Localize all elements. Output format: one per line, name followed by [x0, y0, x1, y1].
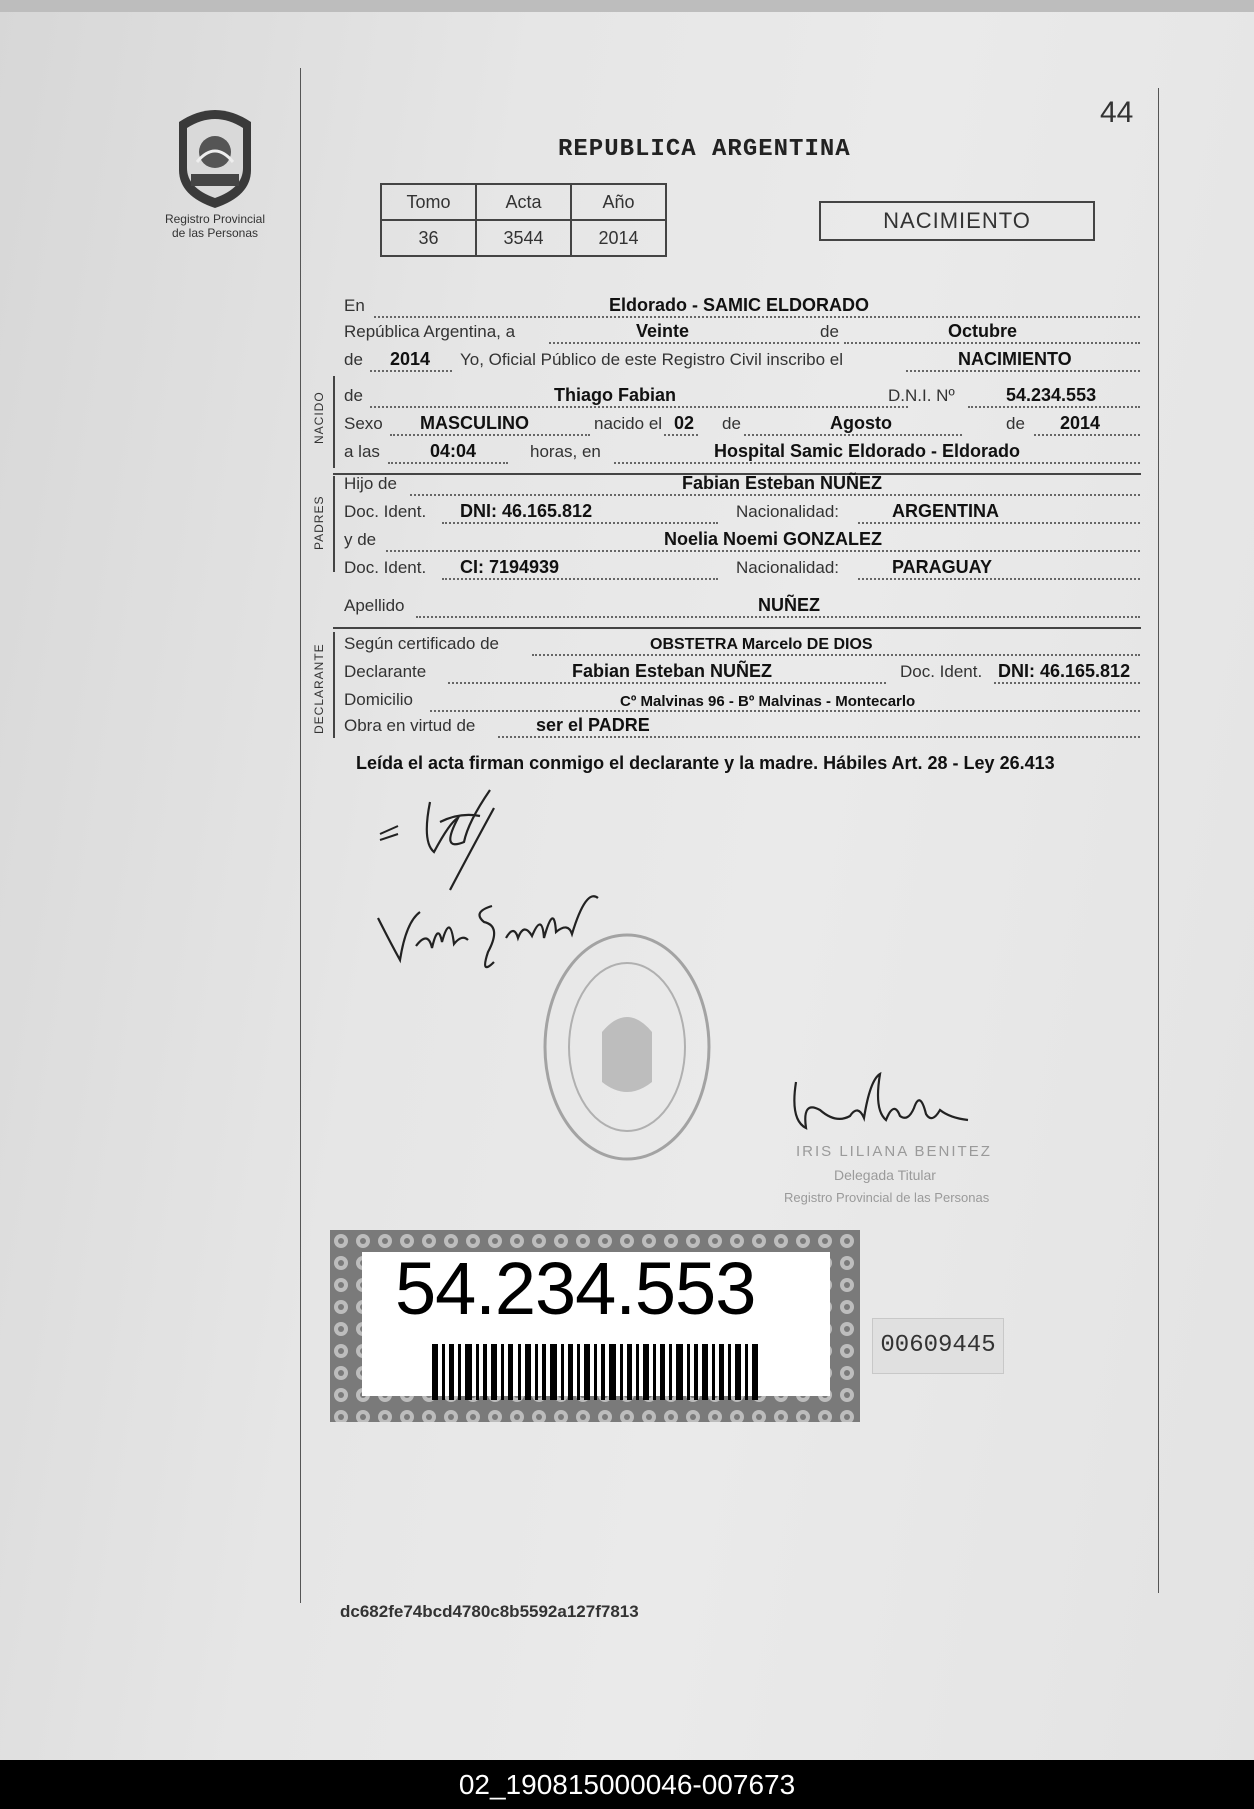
anio-inscripcion-value: 2014 — [390, 349, 431, 369]
y-de-label: y de — [344, 530, 377, 549]
control-number-sticker: 00609445 — [872, 1318, 1004, 1374]
apellido-label: Apellido — [344, 596, 405, 615]
page-number: 44 — [1100, 96, 1134, 129]
row-madre — [344, 526, 1140, 556]
padres-bracket — [333, 476, 335, 572]
nac-dia-value: 02 — [674, 413, 695, 433]
republica-label: República Argentina, a — [344, 322, 516, 341]
declarant-signature — [370, 782, 510, 892]
padre-nac-dotted-line — [858, 522, 1140, 524]
de-label: de — [820, 322, 839, 341]
row-hora-lugar — [344, 438, 1140, 468]
hora-dotted-line — [388, 462, 508, 464]
domicilio-label: Domicilio — [344, 690, 413, 709]
mes-dotted-line — [844, 342, 1140, 344]
declarante-dotted-line — [448, 682, 886, 684]
nacido-de-label: de — [344, 386, 363, 405]
inscribo-value: NACIMIENTO — [958, 349, 1072, 369]
nac-de2-label: de — [1006, 414, 1025, 433]
padre-doc-label: Doc. Ident. — [344, 502, 427, 521]
official-role: Delegada Titular — [834, 1167, 936, 1183]
madre-doc-label: Doc. Ident. — [344, 558, 427, 577]
en-value: Eldorado - SAMIC ELDORADO — [609, 295, 869, 315]
official-seal — [532, 922, 722, 1172]
sexo-dotted-line — [390, 434, 590, 436]
nac-de-label: de — [722, 414, 741, 433]
domicilio-value: Cº Malvinas 96 - Bº Malvinas - Montecarlo — [620, 693, 916, 710]
anio-header: Año — [571, 184, 666, 220]
row-declarante — [344, 658, 1140, 688]
row-padre-doc — [344, 498, 1140, 528]
barcode-number: 54.234.553 — [395, 1247, 756, 1330]
obra-value: ser el PADRE — [536, 715, 650, 735]
lugar-value: Hospital Samic Eldorado - Eldorado — [714, 441, 1021, 461]
document-title: REPUBLICA ARGENTINA — [558, 136, 851, 163]
sexo-value: MASCULINO — [420, 413, 529, 433]
dia-value: Veinte — [636, 321, 690, 341]
a-las-label: a las — [344, 442, 380, 461]
dia-dotted-line — [549, 342, 839, 344]
declarante-bracket — [333, 632, 335, 738]
nac-mes-value: Agosto — [830, 413, 892, 433]
dni-dotted-line — [968, 406, 1140, 408]
nac-anio-value: 2014 — [1060, 413, 1101, 433]
madre-dotted-line — [386, 550, 1140, 552]
logo-caption-line2: de las Personas — [171, 226, 259, 240]
act-type-box: NACIMIENTO — [819, 201, 1095, 241]
right-margin-rule — [1158, 88, 1159, 1593]
row-obra — [344, 712, 1140, 742]
padre-doc-dotted-line — [442, 522, 718, 524]
apellido-value: NUÑEZ — [758, 595, 820, 615]
declarante-label: Declarante — [344, 662, 427, 681]
nac-mes-dotted-line — [744, 434, 962, 436]
separator-2 — [333, 627, 1141, 629]
madre-doc-dotted-line — [442, 578, 718, 580]
row-padre — [344, 470, 1140, 500]
certificado-dotted-line — [532, 654, 1140, 656]
lugar-dotted-line — [614, 462, 1140, 464]
official-name: IRIS LILIANA BENITEZ — [796, 1143, 992, 1160]
nombre-value: Thiago Fabian — [554, 385, 677, 405]
scan-edge — [0, 0, 1254, 12]
registry-logo — [145, 100, 285, 240]
barcode-bars — [432, 1344, 762, 1400]
anio-value: 2014 — [571, 220, 666, 256]
acta-value: 3544 — [476, 220, 571, 256]
padre-dotted-line — [410, 494, 1140, 496]
tomo-header: Tomo — [381, 184, 476, 220]
logo-caption-line1: Registro Provincial — [164, 212, 266, 226]
segun-label: Según certificado de — [344, 634, 499, 653]
section-label-nacido: NACIDO — [312, 391, 326, 444]
padre-nacionalidad-label: Nacionalidad: — [736, 502, 840, 521]
row-nombre — [344, 382, 1140, 412]
document-hash: dc682fe74bcd4780c8b5592a127f7813 — [340, 1602, 639, 1621]
de2-label: de — [344, 350, 363, 369]
nacido-bracket — [333, 376, 335, 468]
padre-doc-value: DNI: 46.165.812 — [460, 501, 593, 521]
obra-dotted-line — [498, 736, 1140, 738]
row-apellido — [344, 592, 1140, 622]
row-madre-doc — [344, 554, 1140, 584]
mes-value: Octubre — [948, 321, 1018, 341]
official-office: Registro Provincial de las Personas — [784, 1190, 990, 1205]
decl-doc-value: DNI: 46.165.812 — [998, 661, 1131, 681]
horas-en-label: horas, en — [530, 442, 601, 461]
oficial-text: Yo, Oficial Público de este Registro Civil inscribo el — [460, 350, 843, 369]
madre-nacionalidad-label: Nacionalidad: — [736, 558, 840, 577]
padre-value: Fabian Esteban NUÑEZ — [682, 473, 883, 493]
decl-doc-label: Doc. Ident. — [900, 662, 983, 681]
nacido-el-label: nacido el — [594, 414, 663, 433]
provincial-shield-icon — [167, 100, 263, 212]
section-label-padres: PADRES — [312, 495, 326, 550]
hijo-de-label: Hijo de — [344, 474, 397, 493]
anio-dotted-line — [370, 370, 452, 372]
register-table — [380, 183, 667, 257]
madre-value: Noelia Noemi GONZALEZ — [664, 529, 883, 549]
row-certificado — [344, 630, 1140, 660]
file-identifier-bar: 02_190815000046-007673 — [0, 1760, 1254, 1809]
decl-doc-dotted-line — [994, 682, 1140, 684]
official-signature — [780, 1070, 980, 1150]
row-inscripcion — [344, 346, 1140, 376]
madre-nac-dotted-line — [858, 578, 1140, 580]
acta-header: Acta — [476, 184, 571, 220]
tomo-value: 36 — [381, 220, 476, 256]
nac-anio-dotted-line — [1034, 434, 1140, 436]
left-margin-rule — [300, 68, 301, 1603]
row-fecha-inscripcion — [344, 318, 1140, 348]
madre-nacionalidad-value: PARAGUAY — [892, 557, 993, 577]
declarante-value: Fabian Esteban NUÑEZ — [572, 661, 773, 681]
en-label: En — [344, 296, 365, 315]
nac-dia-dotted-line — [664, 434, 698, 436]
certificado-value: OBSTETRA Marcelo DE DIOS — [650, 636, 873, 653]
madre-doc-value: CI: 7194939 — [460, 557, 560, 577]
row-sexo — [344, 410, 1140, 440]
inscribo-dotted-line — [906, 370, 1140, 372]
dni-label: D.N.I. Nº — [888, 386, 955, 405]
sexo-label: Sexo — [344, 414, 383, 433]
hora-value: 04:04 — [430, 441, 477, 461]
apellido-dotted-line — [416, 616, 1140, 618]
obra-label: Obra en virtud de — [344, 716, 476, 735]
nombre-dotted-line — [370, 406, 908, 408]
dni-value: 54.234.553 — [1006, 385, 1097, 405]
padre-nacionalidad-value: ARGENTINA — [892, 501, 999, 521]
section-label-declarante: DECLARANTE — [312, 643, 326, 734]
reading-note: Leída el acta firman conmigo el declarante y la madre. Hábiles Art. 28 - Ley 26.413 — [356, 753, 1055, 773]
